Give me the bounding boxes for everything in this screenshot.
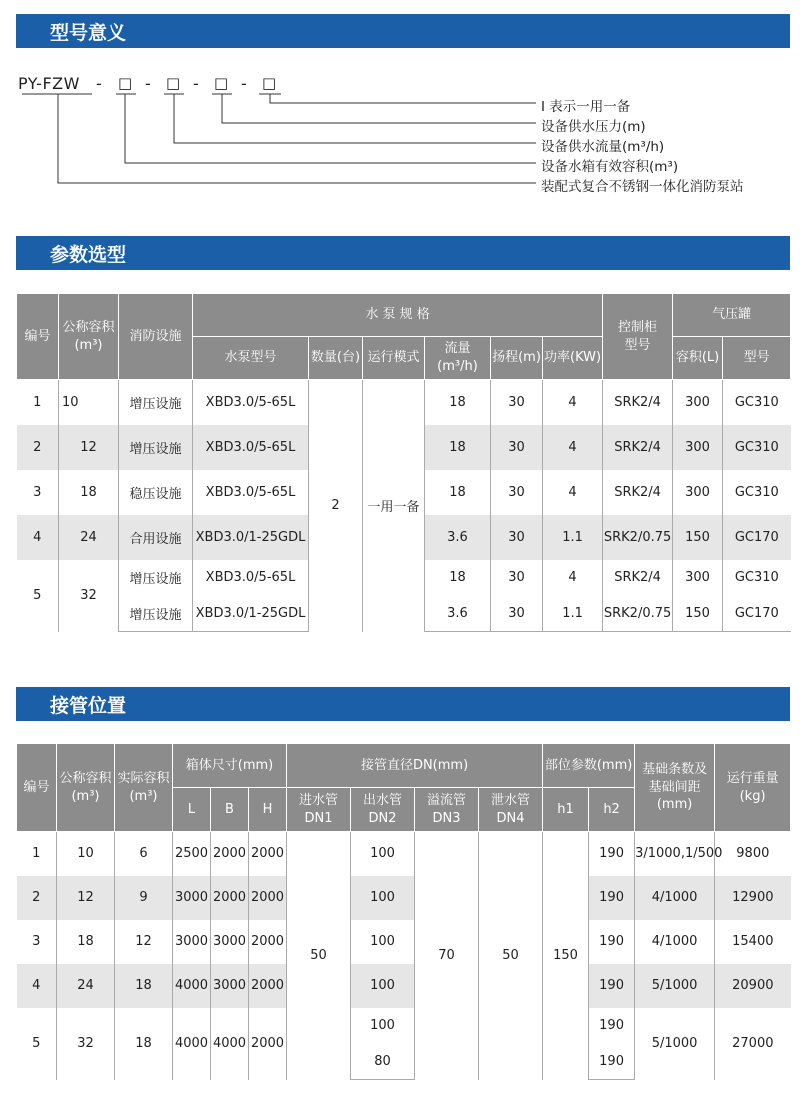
cell-dn2: 100 [351, 964, 415, 1008]
cell-tank-model: GC310 [723, 470, 791, 515]
model-desc-1: I 表示一用一备 [541, 99, 631, 115]
cell-no: 3 [17, 470, 59, 515]
header-no: 编号 [17, 744, 57, 832]
cell-head: 30 [491, 425, 543, 470]
cell-B: 2000 [211, 876, 249, 920]
header-qty: 数量(台) [309, 337, 363, 380]
cell-dn4-shared: 50 [479, 832, 543, 1080]
cell-flow: 18 [425, 425, 491, 470]
cell-no: 1 [17, 832, 57, 876]
cell-power: 1.1 [543, 515, 603, 560]
header-weight: 运行重量 (kg) [715, 744, 791, 832]
cell-no: 5 [17, 560, 59, 632]
header-head: 扬程(m) [491, 337, 543, 380]
cell-no: 1 [17, 380, 59, 425]
cell-tank-model: GC310 [723, 380, 791, 425]
cell-nominal: 10 [57, 832, 115, 876]
cell-nominal: 24 [57, 964, 115, 1008]
header-facility: 消防设施 [119, 294, 193, 380]
cell-actual: 9 [115, 876, 173, 920]
model-box-1: □ [118, 74, 133, 92]
header-dn3: 溢流管DN3 [415, 788, 479, 832]
cell-dn3-shared: 70 [415, 832, 479, 1080]
table-row [17, 876, 791, 920]
cell-B: 4000 [211, 1008, 249, 1080]
cell-power: 4 [543, 470, 603, 515]
cell-weight: 27000 [715, 1008, 791, 1080]
section-title-param-selection: 参数选型 [16, 236, 790, 270]
cell-pump-model: XBD3.0/5-65L [193, 560, 309, 596]
cell-L: 2500 [173, 832, 211, 876]
cell-no: 3 [17, 920, 57, 964]
header-h2: h2 [589, 788, 635, 832]
cell-vol: 150 [673, 515, 723, 560]
cell-cabinet: SRK2/0.75 [603, 515, 673, 560]
header-tank-vol: 容积(L) [673, 337, 723, 380]
cell-foundation: 4/1000 [635, 876, 715, 920]
header-dn2: 出水管DN2 [351, 788, 415, 832]
cell-actual: 12 [115, 920, 173, 964]
cell-pump-model: XBD3.0/1-25GDL [193, 596, 309, 632]
cell-vol: 300 [673, 380, 723, 425]
cell-cabinet: SRK2/0.75 [603, 596, 673, 632]
model-separator: - [193, 74, 199, 93]
cell-power: 4 [543, 425, 603, 470]
cell-tank-model: GC170 [723, 515, 791, 560]
cell-dn2: 100 [351, 876, 415, 920]
cell-weight: 12900 [715, 876, 791, 920]
header-power: 功率(KW) [543, 337, 603, 380]
model-separator: - [96, 74, 102, 93]
model-desc-5: 装配式复合不锈钢一体化消防泵站 [541, 179, 744, 195]
cell-facility: 增压设施 [119, 560, 193, 596]
model-box-4: □ [262, 74, 277, 92]
cell-head: 30 [491, 380, 543, 425]
cell-head: 30 [491, 515, 543, 560]
cell-B: 3000 [211, 920, 249, 964]
cell-flow: 18 [425, 380, 491, 425]
model-desc-4: 设备水箱有效容积(m³) [541, 159, 679, 175]
header-flow: 流量(m³/h) [425, 337, 491, 380]
cell-power: 4 [543, 380, 603, 425]
table-row [17, 380, 791, 425]
pipe-position-table [16, 743, 791, 1080]
header-pump-model: 水泵型号 [193, 337, 309, 380]
cell-facility: 合用设施 [119, 515, 193, 560]
cell-L: 4000 [173, 1008, 211, 1080]
cell-dn2: 100 [351, 832, 415, 876]
cell-B: 3000 [211, 964, 249, 1008]
header-B: B [211, 788, 249, 832]
cell-capacity: 10 [59, 380, 119, 425]
header-tank-model: 型号 [723, 337, 791, 380]
cell-tank-model: GC310 [723, 560, 791, 596]
model-prefix: PY-FZW [18, 74, 80, 93]
header-part: 部位参数(mm) [543, 744, 635, 788]
cell-vol: 150 [673, 596, 723, 632]
section-title-pipe-position: 接管位置 [16, 687, 790, 721]
cell-weight: 9800 [715, 832, 791, 876]
model-desc-2: 设备供水压力(m) [541, 119, 646, 135]
header-actual: 实际容积 (m³) [115, 744, 173, 832]
cell-capacity: 24 [59, 515, 119, 560]
cell-cabinet: SRK2/4 [603, 560, 673, 596]
cell-nominal: 12 [57, 876, 115, 920]
cell-B: 2000 [211, 832, 249, 876]
cell-facility: 增压设施 [119, 596, 193, 632]
table-row [17, 920, 791, 964]
cell-weight: 20900 [715, 964, 791, 1008]
header-pipe-dia: 接管直径DN(mm) [287, 744, 543, 788]
header-H: H [249, 788, 287, 832]
cell-no: 5 [17, 1008, 57, 1080]
cell-facility: 增压设施 [119, 425, 193, 470]
table-row [17, 964, 791, 1008]
header-foundation: 基础条数及 基础间距 (mm) [635, 744, 715, 832]
cell-flow: 3.6 [425, 596, 491, 632]
cell-cabinet: SRK2/4 [603, 380, 673, 425]
cell-L: 3000 [173, 876, 211, 920]
cell-pump-model: XBD3.0/5-65L [193, 380, 309, 425]
cell-weight: 15400 [715, 920, 791, 964]
cell-foundation: 5/1000 [635, 964, 715, 1008]
cell-H: 2000 [249, 832, 287, 876]
cell-actual: 18 [115, 964, 173, 1008]
cell-facility: 增压设施 [119, 380, 193, 425]
header-tank: 气压罐 [673, 294, 791, 337]
cell-L: 4000 [173, 964, 211, 1008]
cell-h1-shared: 150 [543, 832, 589, 1080]
cell-nominal: 32 [57, 1008, 115, 1080]
cell-cabinet: SRK2/4 [603, 470, 673, 515]
cell-head: 30 [491, 596, 543, 632]
cell-vol: 300 [673, 425, 723, 470]
cell-no: 2 [17, 876, 57, 920]
cell-h2: 190 [589, 920, 635, 964]
header-mode: 运行模式 [363, 337, 425, 380]
cell-h2: 190 [589, 832, 635, 876]
model-separator: - [145, 74, 151, 93]
cell-tank-model: GC310 [723, 425, 791, 470]
cell-capacity: 32 [59, 560, 119, 632]
header-dn4: 泄水管DN4 [479, 788, 543, 832]
cell-pump-model: XBD3.0/5-65L [193, 470, 309, 515]
cell-facility: 稳压设施 [119, 470, 193, 515]
cell-L: 3000 [173, 920, 211, 964]
header-dn1: 进水管DN1 [287, 788, 351, 832]
cell-head: 30 [491, 470, 543, 515]
cell-H: 2000 [249, 920, 287, 964]
model-separator: - [241, 74, 247, 93]
cell-h2: 190 [589, 964, 635, 1008]
cell-qty-shared: 2 [309, 380, 363, 632]
header-pump-spec: 水 泵 规 格 [193, 294, 603, 337]
cell-nominal: 18 [57, 920, 115, 964]
cell-actual: 6 [115, 832, 173, 876]
table-row [17, 832, 791, 876]
header-nominal: 公称容积 (m³) [57, 744, 115, 832]
cell-actual: 18 [115, 1008, 173, 1080]
model-meaning-diagram [0, 60, 806, 210]
cell-vol: 300 [673, 560, 723, 596]
cell-H: 2000 [249, 1008, 287, 1080]
cell-pump-model: XBD3.0/1-25GDL [193, 515, 309, 560]
cell-power: 1.1 [543, 596, 603, 632]
header-no: 编号 [17, 294, 59, 380]
header-box-size: 箱体尺寸(mm) [173, 744, 287, 788]
cell-foundation: 4/1000 [635, 920, 715, 964]
header-capacity: 公称容积 (m³) [59, 294, 119, 380]
cell-H: 2000 [249, 964, 287, 1008]
cell-pump-model: XBD3.0/5-65L [193, 425, 309, 470]
cell-dn2: 100 [351, 1008, 415, 1044]
cell-capacity: 18 [59, 470, 119, 515]
cell-cabinet: SRK2/4 [603, 425, 673, 470]
cell-h2: 190 [589, 1008, 635, 1044]
cell-dn1-shared: 50 [287, 832, 351, 1080]
cell-flow: 3.6 [425, 515, 491, 560]
cell-h2: 190 [589, 876, 635, 920]
cell-H: 2000 [249, 876, 287, 920]
header-L: L [173, 788, 211, 832]
table-row [17, 1008, 791, 1044]
cell-no: 4 [17, 515, 59, 560]
cell-tank-model: GC170 [723, 596, 791, 632]
cell-no: 4 [17, 964, 57, 1008]
param-selection-table [16, 293, 791, 632]
cell-mode-shared: 一用一备 [363, 380, 425, 632]
cell-dn2: 80 [351, 1044, 415, 1080]
cell-vol: 300 [673, 470, 723, 515]
cell-power: 4 [543, 560, 603, 596]
model-box-2: □ [166, 74, 181, 92]
cell-flow: 18 [425, 470, 491, 515]
cell-foundation: 5/1000 [635, 1008, 715, 1080]
cell-head: 30 [491, 560, 543, 596]
model-desc-3: 设备供水流量(m³/h) [541, 139, 665, 155]
cell-foundation: 3/1000,1/500 [635, 832, 715, 876]
header-h1: h1 [543, 788, 589, 832]
cell-dn2: 100 [351, 920, 415, 964]
section-title-model-meaning: 型号意义 [16, 14, 790, 48]
cell-h2: 190 [589, 1044, 635, 1080]
header-cabinet: 控制柜 型号 [603, 294, 673, 380]
cell-flow: 18 [425, 560, 491, 596]
cell-no: 2 [17, 425, 59, 470]
cell-capacity: 12 [59, 425, 119, 470]
model-box-3: □ [214, 74, 229, 92]
